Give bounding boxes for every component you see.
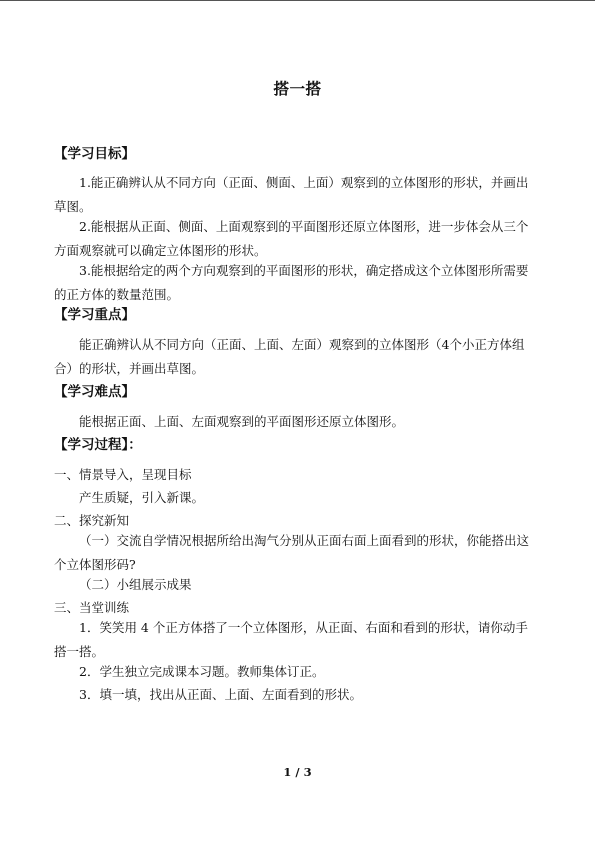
top-border-line	[0, 0, 595, 1]
step3-item2: 2．学生独立完成课本习题。教师集体订正。	[79, 664, 325, 679]
goal-item-2: 2.能根据从正面、侧面、上面观察到的平面图形还原立体图形，进一步体会从三个方面观察就可以确定立体图形的形状。	[54, 219, 529, 258]
step3-item3: 3．填一填，找出从正面、上面、左面看到的形状。	[79, 687, 362, 702]
key-points-heading: 【学习重点】	[54, 307, 135, 323]
step2-title: 二、探究新知	[54, 513, 130, 528]
document-title: 搭一搭	[273, 79, 322, 98]
key-points-text: 能正确辨认从不同方向（正面、上面、左面）观察到的立体图形（4个小正方体组合）的形状，并画出草图。	[54, 337, 525, 376]
step2-sub2: （二）小组展示成果	[79, 577, 192, 592]
step3-title: 三、当堂训练	[54, 600, 130, 615]
step1-detail: 产生质疑，引入新课。	[79, 490, 205, 505]
step3-item1: 1．笑笑用 4 个正方体搭了一个立体图形，从正面、右面和看到的形状，请你动手搭一搭。	[54, 620, 528, 659]
difficulties-heading: 【学习难点】	[54, 384, 135, 400]
step1-title: 一、情景导入，呈现目标	[54, 467, 192, 482]
goal-item-1: 1.能正确辨认从不同方向（正面、侧面、上面）观察到的立体图形的形状，并画出草图。	[54, 175, 529, 214]
difficulties-text: 能根据正面、上面、左面观察到的平面图形还原立体图形。	[79, 414, 405, 429]
step2-sub1: （一）交流自学情况根据所给出淘气分别从正面右面上面看到的形状，你能搭出这个立体图形码?	[54, 533, 530, 572]
page-number: 1 / 3	[283, 765, 312, 779]
goal-item-3: 3.能根据给定的两个方向观察到的平面图形的形状，确定搭成这个立体图形所需要的正方体的数量范围。	[54, 263, 529, 302]
goals-heading: 【学习目标】	[54, 146, 135, 162]
process-heading: 【学习过程】：	[54, 437, 142, 453]
